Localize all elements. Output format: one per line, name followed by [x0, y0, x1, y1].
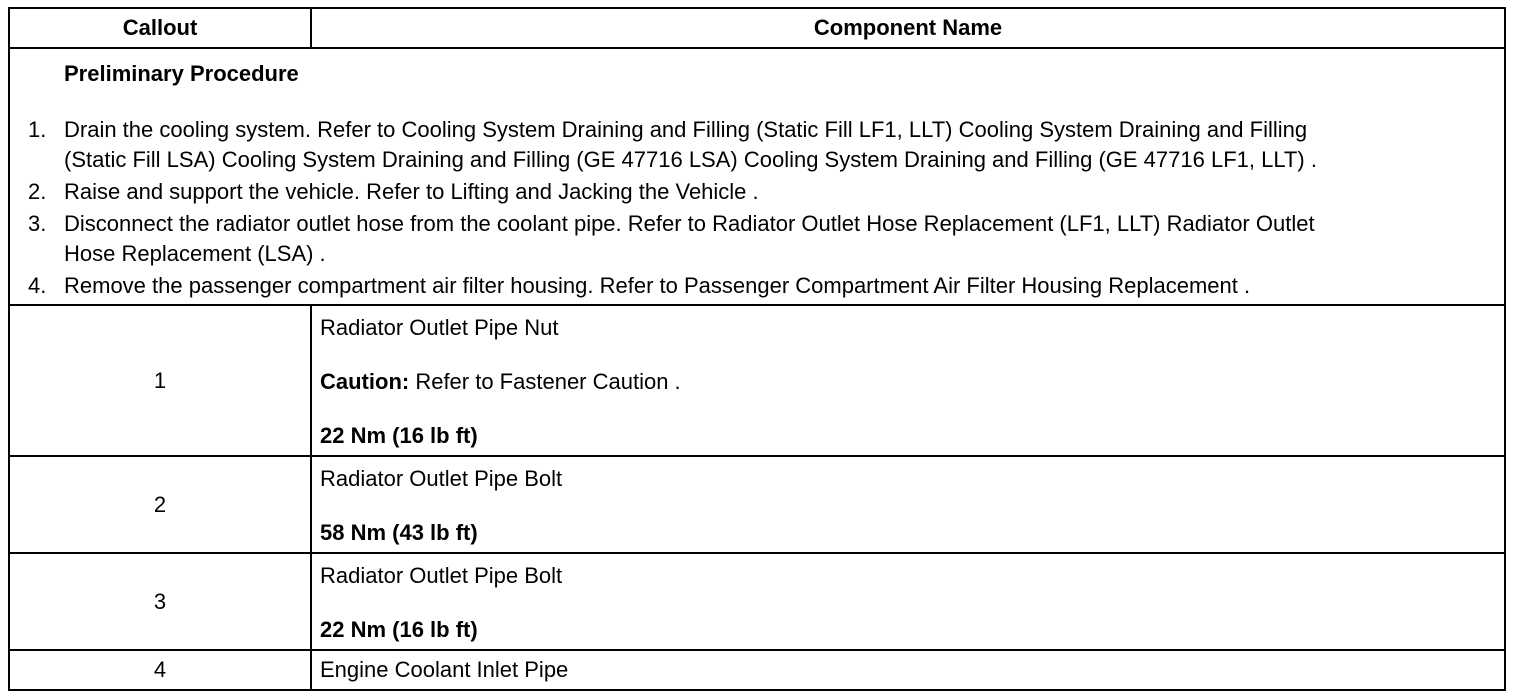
preliminary-procedure	[10, 49, 1504, 306]
header-component-name: Component Name	[813, 15, 1003, 40]
torque-spec: 22 Nm (16 lb ft)	[320, 423, 478, 448]
callout-number: 3	[10, 554, 312, 649]
component-name: Radiator Outlet Pipe Bolt	[320, 563, 563, 588]
component-table	[8, 7, 1506, 691]
callout-number: 1	[10, 306, 312, 455]
step-number: 1.	[28, 117, 47, 142]
step-text-line: Disconnect the radiator outlet hose from the coolant pipe. Refer to Radiator Outlet Hose Replacement (LF1, LLT) Radiator Outlet	[64, 211, 1315, 236]
procedure-step	[10, 177, 1500, 207]
step-number: 3.	[28, 211, 47, 236]
preliminary-procedure-title: Preliminary Procedure	[64, 61, 299, 86]
table-row	[10, 554, 1504, 651]
table-row	[10, 306, 1504, 457]
caution-text: Refer to Fastener Caution .	[409, 369, 681, 394]
step-text-line: Raise and support the vehicle. Refer to Lifting and Jacking the Vehicle .	[64, 179, 759, 204]
callout-number: 4	[10, 651, 312, 689]
procedure-step	[10, 115, 1500, 175]
caution-label: Caution:	[320, 369, 410, 394]
callout-number: 2	[10, 457, 312, 552]
procedure-step	[10, 271, 1500, 301]
step-number: 4.	[28, 273, 47, 298]
procedure-step	[10, 209, 1500, 269]
table-header	[10, 9, 1504, 49]
component-cell	[312, 457, 1504, 552]
component-cell	[312, 306, 1504, 455]
step-text-line: (Static Fill LSA) Cooling System Draining and Filling (GE 47716 LSA) Cooling System Draining and Filling (GE 47716 LF1, LLT) .	[64, 147, 1317, 172]
step-text-line: Hose Replacement (LSA) .	[64, 241, 326, 266]
component-name: Radiator Outlet Pipe Nut	[320, 315, 559, 340]
component-name: Engine Coolant Inlet Pipe	[320, 657, 569, 682]
caution-note	[320, 369, 681, 395]
step-text-line: Drain the cooling system. Refer to Cooling System Draining and Filling (Static Fill LF1, LLT) Cooling System Draining and Filling	[64, 117, 1308, 142]
component-name: Radiator Outlet Pipe Bolt	[320, 466, 563, 491]
torque-spec: 22 Nm (16 lb ft)	[320, 617, 478, 642]
step-number: 2.	[28, 179, 47, 204]
step-text-line: Remove the passenger compartment air filter housing. Refer to Passenger Compartment Air Filter Housing Replacement .	[64, 273, 1251, 298]
procedure-steps	[10, 115, 1500, 303]
table-row	[10, 651, 1504, 689]
torque-spec: 58 Nm (43 lb ft)	[320, 520, 478, 545]
component-cell	[312, 554, 1504, 649]
header-callout: Callout	[10, 9, 312, 47]
table-row	[10, 457, 1504, 554]
component-cell	[312, 651, 1504, 689]
